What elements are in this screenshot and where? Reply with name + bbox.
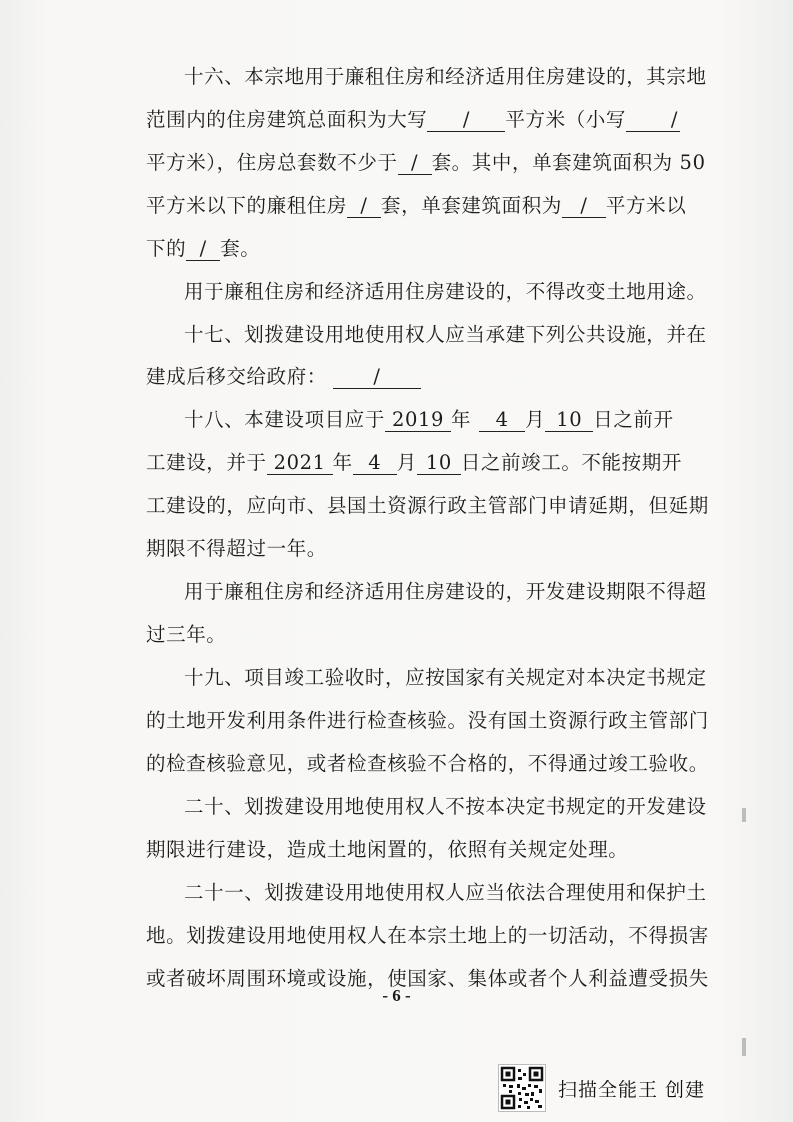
- text: 地。划拨建设用地使用权人在本宗土地上的一切活动，不得损害: [146, 924, 709, 947]
- paragraph-19-line-1: [184, 665, 707, 691]
- text: 用于廉租住房和经济适用住房建设的，开发建设期限不得超: [184, 580, 707, 603]
- text: 套。: [220, 237, 261, 260]
- end-day-field: 10: [417, 452, 461, 475]
- paragraph-21-line-1: [184, 880, 707, 906]
- text: 年: [332, 451, 353, 474]
- text: 下的: [146, 237, 187, 260]
- blank-field: /: [347, 195, 381, 218]
- paragraph-19-line-3: [146, 751, 709, 777]
- paragraph-21-line-2: [146, 923, 709, 949]
- paragraph-16b: [184, 279, 707, 305]
- text: 建成后移交给政府：: [146, 365, 327, 388]
- paragraph-18-line-3: [146, 493, 709, 519]
- text: 工建设的，应向市、县国土资源行政主管部门申请延期，但延期: [146, 494, 709, 517]
- text: 二十一、划拨建设用地使用权人应当依法合理使用和保护土: [184, 881, 707, 904]
- paragraph-16-line-5: [146, 236, 260, 262]
- paragraph-17-line-2: [146, 364, 421, 390]
- scan-edge-mark: [742, 1038, 746, 1056]
- paragraph-17-line-1: [184, 322, 707, 348]
- text: 十六、本宗地用于廉租住房和经济适用住房建设的，其宗地: [184, 65, 707, 88]
- qr-code-icon: [498, 1064, 546, 1112]
- start-month-field: 4: [479, 409, 525, 432]
- paragraph-18-line-2: [146, 450, 682, 476]
- paragraph-18b-line-2: [146, 622, 226, 648]
- text: 十七、划拨建设用地使用权人应当承建下列公共设施，并在: [184, 323, 707, 346]
- text: 期限不得超过一年。: [146, 537, 327, 560]
- blank-field: /: [427, 109, 505, 132]
- end-month-field: 4: [353, 452, 397, 475]
- blank-field: /: [626, 109, 680, 132]
- text: 套，单套建筑面积为: [381, 194, 562, 217]
- text: 范围内的住房建筑总面积为大写: [146, 108, 428, 131]
- text: 日之前开: [593, 408, 674, 431]
- paragraph-16-line-2: [146, 107, 680, 133]
- qr-code-graphic: [499, 1065, 545, 1111]
- blank-field: /: [186, 238, 220, 261]
- text: 月: [525, 408, 546, 431]
- text: 工建设，并于: [146, 451, 267, 474]
- text: 过三年。: [146, 623, 227, 646]
- paragraph-18-line-1: [184, 407, 674, 433]
- paragraph-18-line-4: [146, 536, 327, 562]
- scan-edge-mark: [742, 808, 746, 822]
- text: 用于廉租住房和经济适用住房建设的，不得改变土地用途。: [184, 280, 707, 303]
- text: 套。其中，单套建筑面积为 50: [431, 151, 706, 174]
- paragraph-16-line-1: [184, 64, 707, 90]
- paragraph-16-line-3: [146, 150, 706, 176]
- text: 平方米以下的廉租住房: [146, 194, 348, 217]
- text: 二十、划拨建设用地使用权人不按本决定书规定的开发建设: [184, 795, 707, 818]
- text: 十八、本建设项目应于: [184, 408, 386, 431]
- text: 或者破坏周围环境或设施，使国家、集体或者个人利益遭受损失: [146, 967, 709, 990]
- text: 十九、项目竣工验收时，应按国家有关规定对本决定书规定: [184, 666, 707, 689]
- blank-field: /: [333, 366, 421, 389]
- scanner-watermark: [498, 1063, 728, 1113]
- text: 日之前竣工。不能按期开: [460, 451, 682, 474]
- paragraph-16-line-4: [146, 193, 686, 219]
- text: 平方米（小写: [505, 108, 627, 131]
- text: 年: [451, 408, 472, 431]
- start-day-field: 10: [545, 409, 593, 432]
- text: 期限进行建设，造成土地闲置的，依照有关规定处理。: [146, 838, 629, 861]
- paragraph-20-line-1: [184, 794, 707, 820]
- text: 月: [396, 451, 417, 474]
- paragraph-18b-line-1: [184, 579, 707, 605]
- text: 的检查核验意见，或者检查核验不合格的，不得通过竣工验收。: [146, 752, 709, 775]
- text: 平方米以: [605, 194, 687, 217]
- watermark-text: 扫描全能王 创建: [558, 1078, 706, 1101]
- end-year-field: 2021: [267, 452, 333, 475]
- text: 平方米），住房总套数不少于: [146, 151, 398, 174]
- paragraph-20-line-2: [146, 837, 628, 863]
- page-number: - 6 -: [382, 986, 411, 1005]
- blank-field: /: [562, 195, 606, 218]
- start-year-field: 2019: [385, 409, 451, 432]
- text: 的土地开发利用条件进行检查核验。没有国土资源行政主管部门: [146, 709, 709, 732]
- blank-field: /: [398, 152, 432, 175]
- paragraph-19-line-2: [146, 708, 709, 734]
